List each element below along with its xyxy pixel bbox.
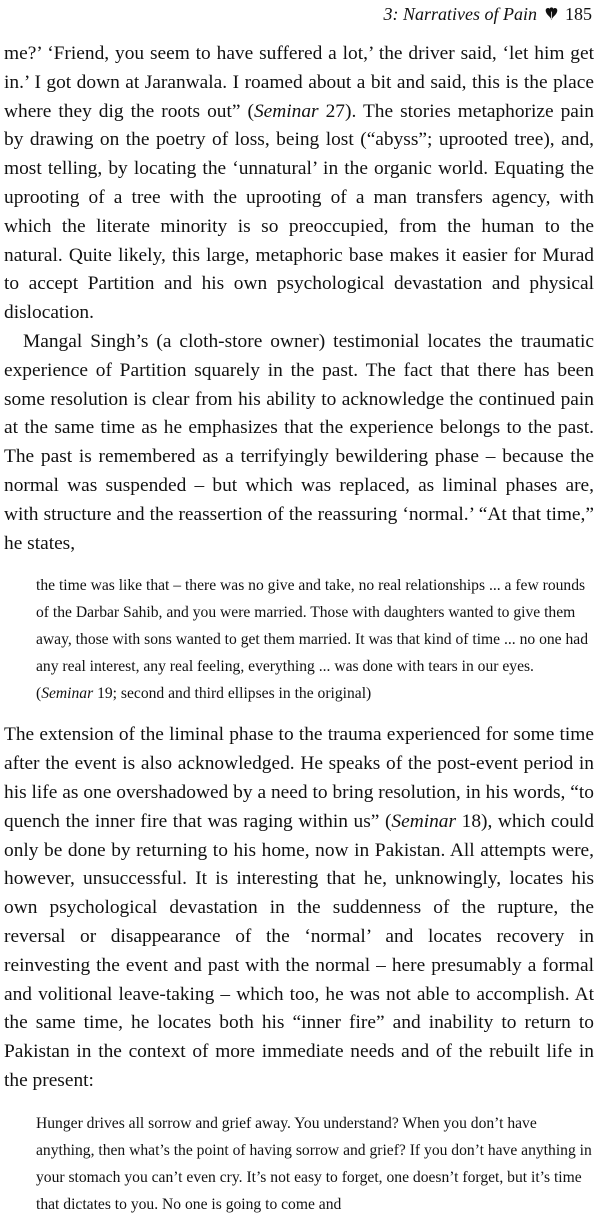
body-text bbox=[4, 40, 594, 1218]
block-quote-2: Hunger drives all sorrow and grief away. You understand? When you don’t have anything, then what’s the point of having sorrow and grief? If you don’t have anything in your stomach you can’t even cry. It’s not easy to forget, one doesn’t forget, but it’s time that dictates to you. No one is going to come and bbox=[36, 1114, 592, 1213]
running-head bbox=[384, 4, 593, 30]
paragraph-liminal-phase bbox=[4, 721, 594, 1095]
paragraph-3-text-b: 18), which could only be done by returning to his home, now in Pakistan. All attempts were, however, unsuccessful. It is interesting that he, unknowingly, locates his own psychological devastation in the suddenness of the rupture, the reversal or disappearance of the ‘normal’ and locates recovery in reinvesting the event and past with the normal – here presumably a formal and volitional leave-taking – which too, he was not able to accomplish. At the same time, he locates both his “inner fire” and inability to return to Pakistan in the context of more immediate needs and of the rebuilt life in the present: bbox=[4, 810, 594, 1091]
block-quote-1-text-a: the time was like that – there was no give and take, no real relationships ... a few rounds of the Darbar Sahib, and you were married. Those with daughters wanted to give them away, those with sons wanted to get them married. It was that kind of time ... no one had any real interest, any real feeling, everything ... was done with tears in our eyes. ( bbox=[36, 577, 589, 703]
page-number: 185 bbox=[565, 4, 592, 24]
block-quote-1-text-b: 19; second and third ellipses in the original) bbox=[93, 685, 372, 703]
paragraph-continued bbox=[4, 40, 594, 328]
citation-title: Seminar bbox=[391, 810, 457, 832]
leaf-ornament-icon bbox=[543, 5, 559, 25]
block-quote-1 bbox=[36, 572, 594, 707]
paragraph-3-text-a: The extension of the liminal phase to the trauma experienced for some time after the event is also acknowledged. He speaks of the post-event period in his life as one overshadowed by a need to bring resolution, in his words, “to quench the inner fire that was raging within us” ( bbox=[4, 724, 594, 832]
paragraph-1-text-b: 27). The stories metaphorize pain by drawing on the poetry of loss, being lost (“abyss”; uprooted tree), and, most telling, by locating the ‘unnatural’ in the organic world. Equating the uprooting of a tree with the uprooting of a man transfers agency, with which the literate minority is so preoccupied, from the human to the natural. Quite likely, this large, metaphoric base makes it easier for Murad to accept Partition and his own psychological devastation and physical dislocation. bbox=[4, 100, 594, 324]
paragraph-mangal-singh: Mangal Singh’s (a cloth-store owner) testimonial locates the traumatic experience of Partition squarely in the past. The fact that there has been some resolution is clear from his ability to acknowledge the continued pain at the same time as he emphasizes that the experience belongs to the past. The past is remembered as a terrifyingly bewildering phase – because the normal was suspended – but which was replaced, as liminal phases are, with structure and the reassertion of the reassuring ‘normal.’ “At that time,” he states, bbox=[4, 330, 594, 554]
paragraph-1-text-a: me?’ ‘Friend, you seem to have suffered a lot,’ the driver said, ‘let him get in.’ I got down at Jaranwala. I roamed about a bit and said, this is the place where they dig the roots out” ( bbox=[4, 43, 594, 122]
chapter-title: 3: Narratives of Pain bbox=[383, 4, 537, 24]
citation-title: Seminar bbox=[253, 100, 319, 122]
citation-title: Seminar bbox=[41, 685, 94, 703]
